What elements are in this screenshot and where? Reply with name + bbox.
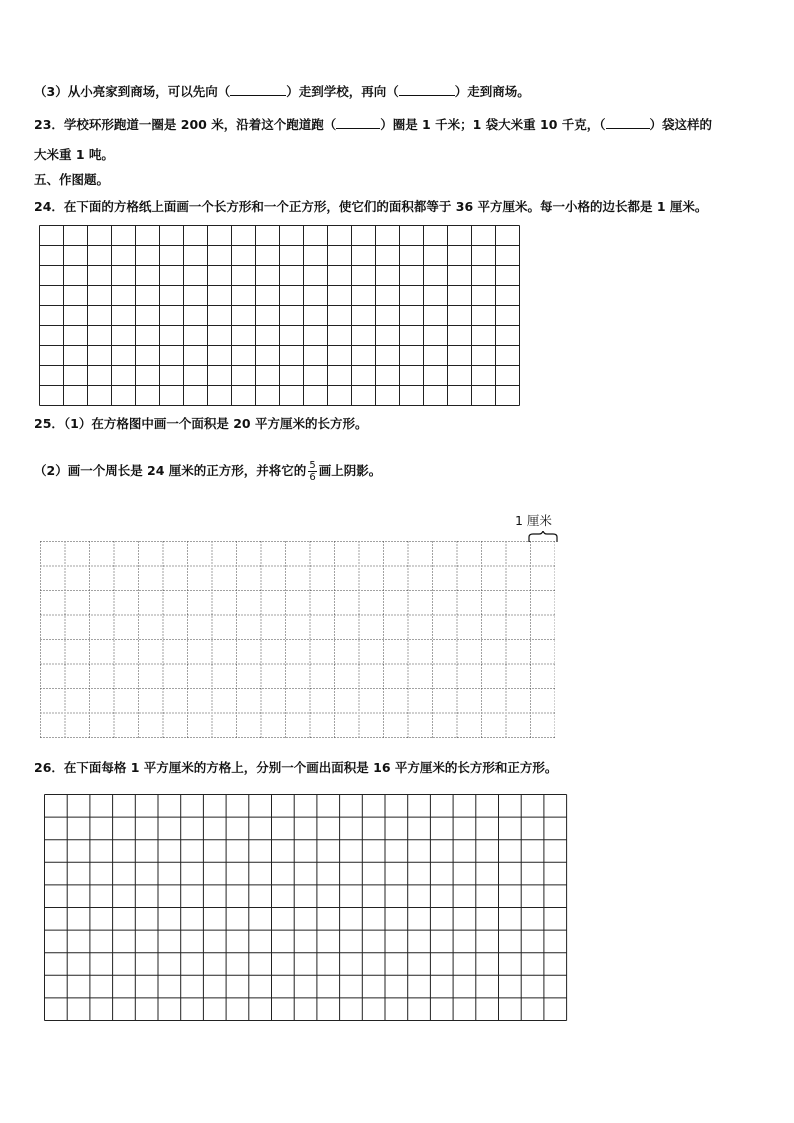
question-25-part-1: 25．（1）在方格图中画一个面积是 20 平方厘米的长方形。 xyxy=(34,416,368,431)
q22-3-text-3: ）走到商场。 xyxy=(454,84,530,99)
fraction-five-sixths xyxy=(308,460,316,483)
answer-blank-laps[interactable] xyxy=(336,116,380,129)
question-23-line-2: 大米重 1 吨。 xyxy=(34,147,114,162)
q24-grid-svg[interactable] xyxy=(39,225,520,406)
q23-text-2: ）圈是 1 千米；1 袋大米重 10 千克，（ xyxy=(380,117,606,132)
q25-2-text-2: 画上阴影。 xyxy=(318,463,382,478)
question-24-text: 24．在下面的方格纸上面画一个长方形和一个正方形，使它们的面积都等于 36 平方厘米。每一小格的边长都是 1 厘米。 xyxy=(34,199,708,214)
q24-grid[interactable] xyxy=(39,225,520,410)
question-26-text: 26．在下面每格 1 平方厘米的方格上，分别一个画出面积是 16 平方厘米的长方形和正方形。 xyxy=(34,760,558,775)
answer-blank-direction-2[interactable] xyxy=(399,83,455,96)
scale-label: 1 厘米 xyxy=(515,513,552,528)
question-22-part-3 xyxy=(34,83,530,100)
question-25-part-2 xyxy=(34,460,381,483)
q25-grid-svg[interactable] xyxy=(40,541,555,739)
q25-2-text-1: （2）画一个周长是 24 厘米的正方形，并将它的 xyxy=(34,463,307,478)
answer-blank-bags[interactable] xyxy=(606,116,650,129)
fraction-denominator: 6 xyxy=(309,472,316,483)
q22-3-text-2: ）走到学校，再向（ xyxy=(286,84,399,99)
q22-3-text-1: （3）从小亮家到商场，可以先向（ xyxy=(34,84,231,99)
q23-text-1: 23．学校环形跑道一圈是 200 米，沿着这个跑道跑（ xyxy=(34,117,337,132)
q26-grid-svg[interactable] xyxy=(44,794,568,1022)
q25-grid[interactable] xyxy=(40,541,555,743)
q23-text-3: ）袋这样的 xyxy=(649,117,713,132)
fraction-numerator: 5 xyxy=(309,460,316,471)
answer-blank-direction-1[interactable] xyxy=(230,83,286,96)
question-23-line-1 xyxy=(34,116,712,133)
section-5-title: 五、作图题。 xyxy=(34,172,110,187)
q26-grid[interactable] xyxy=(44,794,568,1026)
